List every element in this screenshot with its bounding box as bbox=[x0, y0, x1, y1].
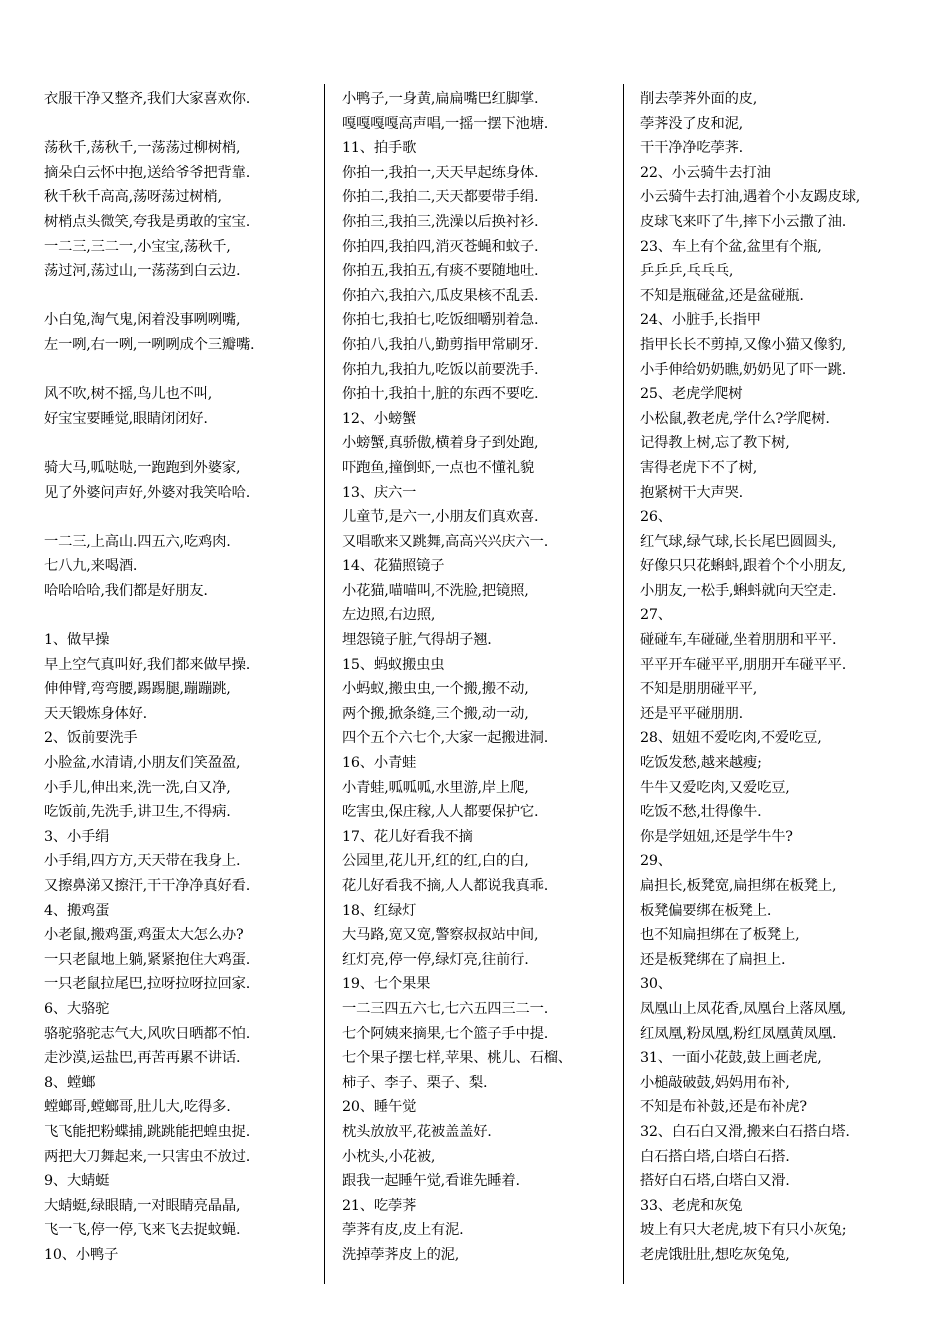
blank-line bbox=[44, 284, 314, 309]
text-line: 你拍三,我拍三,洗澡以后换衬衫. bbox=[342, 213, 539, 230]
text-line: 小螃蟹,真骄傲,横着身子到处跑, bbox=[342, 435, 539, 452]
text-line: 12、小螃蟹 bbox=[342, 410, 417, 427]
text-line: 一二三四五六七,七六五四三二一. bbox=[342, 1000, 549, 1017]
text-line: 26、 bbox=[640, 509, 672, 526]
text-line: 飞一飞,停一停,飞来飞去捉蚊蝇. bbox=[44, 1222, 241, 1239]
text-line: 螳螂哥,螳螂哥,肚儿大,吃得多. bbox=[44, 1099, 231, 1116]
text-line: 大马路,宽又宽,警察叔叔站中间, bbox=[342, 927, 539, 944]
text-line: 扁担长,板凳宽,扁担绑在板凳上, bbox=[640, 878, 837, 894]
text-line: 小枕头,小花被, bbox=[342, 1148, 436, 1165]
text-line: 飞飞能把粉蝶捕,跳跳能把蝗虫捉. bbox=[44, 1123, 251, 1140]
column-divider bbox=[623, 84, 624, 1284]
text-line: 坡上有只大老虎,坡下有只小灰兔; bbox=[640, 1222, 847, 1239]
text-line: 你是学妞妞,还是学牛牛? bbox=[640, 828, 793, 845]
text-line: 18、红绿灯 bbox=[342, 902, 417, 919]
text-line: 两个搬,掀条缝,三个搬,动一动, bbox=[342, 705, 529, 722]
text-line: 儿童节,是六一,小朋友们真欢喜. bbox=[342, 509, 539, 526]
text-line: 两把大刀舞起来,一只害虫不放过. bbox=[44, 1148, 251, 1165]
text-line: 30、 bbox=[640, 976, 672, 993]
text-line: 1、做早操 bbox=[44, 632, 110, 649]
text-line: 14、花猫照镜子 bbox=[342, 558, 445, 575]
text-line: 小手伸给奶奶瞧,奶奶见了吓一跳. bbox=[640, 361, 847, 378]
text-line: 11、拍手歌 bbox=[342, 140, 417, 157]
text-line: 又唱歌来又跳舞,高高兴兴庆六一. bbox=[342, 533, 549, 550]
text-line: 板凳偏要绑在板凳上. bbox=[640, 902, 772, 919]
text-line: 吃害虫,保庄稼,人人都要保护它. bbox=[342, 804, 539, 821]
text-line: 一只老鼠拉尾巴,拉呀拉呀拉回家. bbox=[44, 976, 251, 993]
text-line: 小老鼠,搬鸡蛋,鸡蛋太大怎么办? bbox=[44, 927, 244, 944]
text-line: 28、妞妞不爱吃肉,不爱吃豆, bbox=[640, 730, 822, 747]
text-line: 小白兔,淘气鬼,闲着没事咧咧嘴, bbox=[44, 312, 241, 329]
text-line: 小槌敲破鼓,妈妈用布补, bbox=[640, 1074, 790, 1091]
text-line: 17、花儿好看我不摘 bbox=[342, 828, 473, 845]
text-line: 花儿好看我不摘,人人都说我真乖. bbox=[342, 878, 549, 894]
text-line: 10、小鸭子 bbox=[44, 1246, 119, 1263]
text-line: 吓跑鱼,撞倒虾,一点也不懂礼貌 bbox=[342, 459, 534, 476]
text-line: 削去荸荠外面的皮, bbox=[640, 91, 758, 107]
text-line: 凤凰山上凤花香,凤凰台上落凤凰, bbox=[640, 1000, 847, 1017]
text-line: 荡过河,荡过山,一荡荡到白云边. bbox=[44, 263, 241, 280]
blank-line bbox=[44, 505, 314, 530]
text-line: 13、庆六一 bbox=[342, 484, 417, 501]
text-line: 吃饭发愁,越来越瘦; bbox=[640, 755, 762, 772]
text-line: 皮球飞来吓了牛,摔下小云撒了油. bbox=[640, 213, 847, 230]
text-line: 小蚂蚁,搬虫虫,一个搬,搬不动, bbox=[342, 681, 529, 698]
text-line: 摘朵白云怀中抱,送给爷爷把背靠. bbox=[44, 164, 251, 181]
text-line: 骑大马,呱哒哒,一跑跑到外婆家, bbox=[44, 459, 241, 476]
text-line: 见了外婆问声好,外婆对我笑哈哈. bbox=[44, 484, 251, 501]
text-line: 23、车上有个盆,盆里有个瓶, bbox=[640, 238, 822, 255]
text-line: 21、吃荸荠 bbox=[342, 1197, 417, 1214]
text-line: 32、白石白又滑,搬来白石搭白塔. bbox=[640, 1123, 850, 1140]
text-line: 8、螳螂 bbox=[44, 1074, 96, 1091]
text-line: 老虎饿肚肚,想吃灰兔兔, bbox=[640, 1246, 790, 1263]
text-line: 22、小云骑牛去打油 bbox=[640, 164, 771, 181]
text-line: 搭好白石塔,白塔白又滑. bbox=[640, 1173, 790, 1190]
text-line: 29、 bbox=[640, 853, 672, 870]
text-line: 七个阿姨来摘果,七个篮子手中提. bbox=[342, 1025, 549, 1042]
text-line: 你拍六,我拍六,瓜皮果核不乱丢. bbox=[342, 287, 539, 304]
text-line: 小手儿,伸出来,洗一洗,白又净, bbox=[44, 779, 231, 796]
text-line: 31、一面小花鼓,鼓上画老虎, bbox=[640, 1050, 822, 1067]
text-line: 荸荠有皮,皮上有泥. bbox=[342, 1222, 464, 1239]
text-line: 还是平平碰朋朋. bbox=[640, 705, 744, 722]
text-line: 七个果子摆七样,苹果、桃儿、石榴、 bbox=[342, 1050, 572, 1067]
text-line: 跟我一起睡午觉,看谁先睡着. bbox=[342, 1173, 520, 1190]
text-line: 乒乒乒,乓乓乓, bbox=[640, 263, 734, 280]
text-line: 你拍五,我拍五,有痰不要随地吐. bbox=[342, 263, 539, 280]
text-line: 33、老虎和灰兔 bbox=[640, 1197, 743, 1214]
text-line: 柿子、李子、栗子、梨. bbox=[342, 1074, 488, 1091]
text-line: 左一咧,右一咧,一咧咧成个三瓣嘴. bbox=[44, 336, 255, 353]
text-line: 嘎嘎嘎嘎高声唱,一摇一摆下池塘. bbox=[342, 115, 549, 132]
text-line: 红灯亮,停一停,绿灯亮,往前行. bbox=[342, 951, 529, 968]
text-line: 左边照,右边照, bbox=[342, 607, 436, 624]
text-line: 一只老鼠地上躺,紧紧抱住大鸡蛋. bbox=[44, 951, 251, 968]
text-line: 小手绢,四方方,天天带在我身上. bbox=[44, 853, 241, 870]
text-line: 走沙漠,运盐巴,再苦再累不讲话. bbox=[44, 1050, 241, 1067]
text-line: 还是板凳绑在了扁担上. bbox=[640, 951, 786, 968]
text-line: 七八九,来喝酒. bbox=[44, 558, 138, 575]
text-line: 4、搬鸡蛋 bbox=[44, 902, 110, 919]
text-line: 红凤凰,粉凤凰,粉红凤凰黄凤凰. bbox=[640, 1025, 837, 1042]
blank-line bbox=[44, 358, 314, 383]
text-line: 20、睡午觉 bbox=[342, 1099, 417, 1116]
text-line: 牛牛又爱吃肉,又爱吃豆, bbox=[640, 779, 790, 796]
text-line: 不知是朋朋碰平平, bbox=[640, 681, 758, 698]
text-line: 吃饭不愁,壮得像牛. bbox=[640, 804, 762, 821]
text-line: 枕头放放平,花被盖盖好. bbox=[342, 1123, 492, 1140]
text-line: 又擦鼻涕又擦汗,干干净净真好看. bbox=[44, 878, 251, 894]
text-line: 哈哈哈哈,我们都是好朋友. bbox=[44, 582, 208, 599]
text-line: 干干净净吃荸荠. bbox=[640, 140, 744, 157]
text-line: 秋千秋千高高,荡呀荡过树梢, bbox=[44, 189, 222, 206]
text-line: 小松鼠,教老虎,学什么?学爬树. bbox=[640, 410, 830, 427]
text-line: 你拍十,我拍十,脏的东西不要吃. bbox=[342, 386, 539, 403]
text-line: 9、大蜻蜓 bbox=[44, 1173, 110, 1190]
text-line: 记得教上树,忘了教下树, bbox=[640, 435, 790, 452]
text-line: 不知是瓶碰盆,还是盆碰瓶. bbox=[640, 287, 804, 304]
text-line: 你拍九,我拍九,吃饭以前要洗手. bbox=[342, 361, 539, 378]
text-line: 不知是布补鼓,还是布补虎? bbox=[640, 1099, 807, 1116]
text-line: 小云骑牛去打油,遇着个小友踢皮球, bbox=[640, 189, 861, 206]
text-line: 一二三,上高山.四五六,吃鸡肉. bbox=[44, 533, 231, 550]
text-line: 埋怨镜子脏,气得胡子翘. bbox=[342, 632, 492, 649]
text-line: 你拍二,我拍二,天天都要带手绢. bbox=[342, 189, 539, 206]
column-divider bbox=[324, 84, 325, 1284]
text-line: 小脸盆,水清请,小朋友们笑盈盈, bbox=[44, 755, 241, 772]
text-line: 红气球,绿气球,长长尾巴圆圆头, bbox=[640, 533, 837, 550]
text-line: 好像只只花蝌蚪,跟着个个小朋友, bbox=[640, 558, 847, 575]
text-line: 6、大骆驼 bbox=[44, 1000, 110, 1017]
blank-line bbox=[44, 431, 314, 456]
text-line: 碰碰车,车碰碰,坐着朋朋和平平. bbox=[640, 632, 837, 649]
text-column-right bbox=[640, 87, 930, 1268]
text-line: 2、饭前要洗手 bbox=[44, 730, 138, 747]
text-line: 伸伸臂,弯弯腰,踢踢腿,蹦蹦跳, bbox=[44, 681, 231, 698]
text-line: 害得老虎下不了树, bbox=[640, 459, 758, 476]
text-line: 你拍四,我拍四,消灭苍蝇和蚊子. bbox=[342, 238, 539, 255]
text-line: 风不吹,树不摇,鸟儿也不叫, bbox=[44, 386, 213, 403]
text-line: 白石搭白塔,白塔白石搭. bbox=[640, 1148, 790, 1165]
text-line: 早上空气真叫好,我们都来做早操. bbox=[44, 656, 251, 673]
text-line: 也不知扁担绑在了板凳上, bbox=[640, 927, 800, 944]
text-line: 3、小手绢 bbox=[44, 828, 110, 845]
text-line: 小朋友,一松手,蝌蚪就向天空走. bbox=[640, 582, 837, 599]
text-line: 15、蚂蚁搬虫虫 bbox=[342, 656, 445, 673]
text-line: 四个五个六七个,大家一起搬进洞. bbox=[342, 730, 549, 747]
text-line: 大蜻蜓,绿眼睛,一对眼睛亮晶晶, bbox=[44, 1197, 241, 1214]
text-line: 一二三,三二一,小宝宝,荡秋千, bbox=[44, 238, 231, 255]
text-line: 你拍一,我拍一,天天早起练身体. bbox=[342, 164, 539, 181]
text-line: 洗掉荸荠皮上的泥, bbox=[342, 1246, 460, 1263]
text-line: 吃饭前,先洗手,讲卫生,不得病. bbox=[44, 804, 231, 821]
text-line: 荸荠没了皮和泥, bbox=[640, 115, 744, 132]
text-line: 25、老虎学爬树 bbox=[640, 386, 743, 403]
text-line: 你拍七,我拍七,吃饭细嚼别着急. bbox=[342, 312, 539, 329]
text-line: 平平开车碰平平,朋朋开车碰平平. bbox=[640, 656, 847, 673]
text-line: 天天锻炼身体好. bbox=[44, 705, 148, 722]
text-column-middle bbox=[342, 87, 612, 1268]
text-line: 好宝宝要睡觉,眼睛闭闭好. bbox=[44, 410, 208, 427]
text-line: 指甲长长不剪掉,又像小猫又像豹, bbox=[640, 336, 847, 353]
text-line: 19、七个果果 bbox=[342, 976, 431, 993]
text-line: 荡秋千,荡秋千,一荡荡过柳树梢, bbox=[44, 140, 241, 157]
text-line: 衣服干净又整齐,我们大家喜欢你. bbox=[44, 91, 251, 107]
text-column-left bbox=[44, 87, 314, 1268]
text-line: 小鸭子,一身黄,扁扁嘴巴红脚掌. bbox=[342, 91, 539, 107]
text-line: 抱紧树干大声哭. bbox=[640, 484, 744, 501]
text-line: 24、小脏手,长指甲 bbox=[640, 312, 761, 329]
text-line: 27、 bbox=[640, 607, 672, 624]
text-line: 小花猫,喵喵叫,不洗脸,把镜照, bbox=[342, 582, 529, 599]
text-line: 树梢点头微笑,夸我是勇敢的宝宝. bbox=[44, 213, 251, 230]
text-line: 公园里,花儿开,红的红,白的白, bbox=[342, 853, 529, 870]
text-line: 16、小青蛙 bbox=[342, 755, 417, 772]
text-line: 骆驼骆驼志气大,风吹日晒都不怕. bbox=[44, 1025, 251, 1042]
blank-line bbox=[44, 112, 314, 137]
text-line: 小青蛙,呱呱呱,水里游,岸上爬, bbox=[342, 779, 529, 796]
text-line: 你拍八,我拍八,勤剪指甲常刷牙. bbox=[342, 336, 539, 353]
blank-line bbox=[44, 603, 314, 628]
